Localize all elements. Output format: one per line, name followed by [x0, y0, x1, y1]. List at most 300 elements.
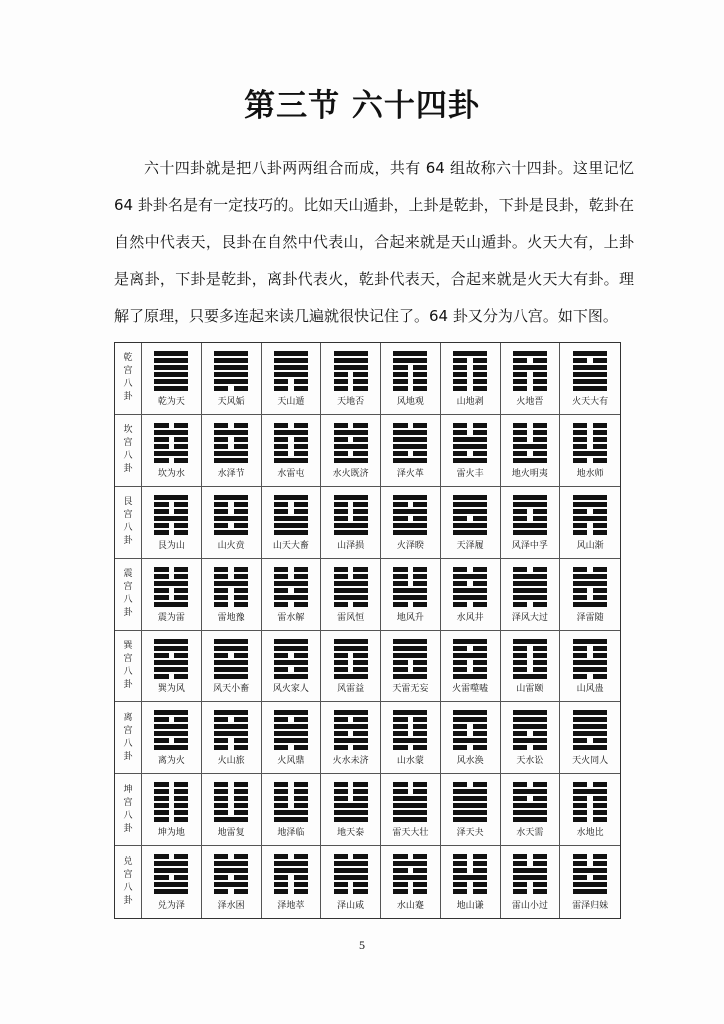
yang-line [573, 667, 607, 672]
yang-line [393, 875, 427, 880]
line-segment [214, 379, 248, 384]
line-segment [573, 602, 607, 607]
line-segment [353, 379, 367, 384]
yin-line [334, 509, 368, 514]
hexagram-name: 天雷无妄 [392, 684, 429, 695]
line-segment [513, 796, 527, 801]
line-segment [473, 372, 487, 377]
yang-line [393, 430, 427, 435]
line-segment [573, 861, 587, 866]
line-segment [413, 731, 427, 736]
yin-line [513, 509, 547, 514]
line-segment [393, 674, 427, 679]
line-segment [453, 567, 467, 572]
line-segment [473, 854, 487, 859]
yin-line [214, 574, 248, 579]
yin-line [393, 567, 427, 572]
hexagram-symbol [453, 567, 487, 609]
yin-line [214, 889, 248, 894]
line-segment [473, 667, 487, 672]
line-segment [393, 372, 407, 377]
yin-line [334, 882, 368, 887]
line-segment [573, 782, 587, 787]
line-segment [453, 437, 487, 442]
line-segment [393, 516, 407, 521]
yang-line [334, 646, 368, 651]
line-segment [393, 502, 407, 507]
yin-line [214, 595, 248, 600]
line-segment [274, 646, 308, 651]
yang-line [274, 817, 308, 822]
line-segment [573, 674, 587, 679]
line-segment [513, 372, 527, 377]
line-segment [473, 379, 487, 384]
yin-line [154, 444, 188, 449]
yang-line [513, 588, 547, 593]
line-segment [453, 660, 467, 665]
yin-line [513, 861, 547, 866]
yang-line [573, 502, 607, 507]
yin-line [334, 602, 368, 607]
line-segment [274, 660, 308, 665]
yang-line [453, 789, 487, 794]
line-segment [234, 854, 248, 859]
line-segment [473, 889, 487, 894]
line-segment [573, 523, 587, 528]
line-segment [473, 882, 487, 887]
line-segment [234, 509, 248, 514]
yin-line [393, 745, 427, 750]
line-segment [453, 588, 487, 593]
hexagram-symbol [154, 782, 188, 824]
yin-line [573, 444, 607, 449]
yin-line [154, 588, 188, 593]
yin-line [453, 667, 487, 672]
yang-line [393, 674, 427, 679]
line-segment [154, 745, 188, 750]
line-segment [573, 458, 587, 463]
line-segment [453, 810, 487, 815]
line-segment [593, 738, 607, 743]
hexagram-symbol [334, 567, 368, 609]
line-segment [593, 437, 607, 442]
yang-line [334, 875, 368, 880]
yin-line [214, 437, 248, 442]
line-segment [593, 358, 607, 363]
hexagram-name: 天山遁 [277, 396, 305, 407]
line-segment [214, 509, 228, 514]
hexagram-symbol [513, 854, 547, 896]
hexagram-cell [142, 846, 202, 918]
hexagram-symbol [214, 782, 248, 824]
line-segment [413, 789, 427, 794]
line-segment [473, 581, 487, 586]
hexagram-name: 地雷复 [217, 828, 245, 839]
yin-line [274, 451, 308, 456]
line-segment [413, 745, 427, 750]
line-segment [413, 854, 427, 859]
line-segment [513, 674, 547, 679]
line-segment [393, 667, 407, 672]
yin-line [154, 595, 188, 600]
hexagram-cell [202, 559, 262, 631]
yang-line [513, 444, 547, 449]
line-segment [533, 796, 547, 801]
line-segment [453, 530, 487, 535]
line-segment [453, 875, 487, 880]
hexagram-name: 乾为天 [157, 396, 185, 407]
line-segment [234, 523, 248, 528]
yin-line [214, 796, 248, 801]
line-segment [234, 423, 248, 428]
yang-line [573, 868, 607, 873]
palace-label-char: 卦 [123, 679, 133, 690]
line-segment [573, 875, 587, 880]
line-segment [154, 882, 188, 887]
line-segment [453, 854, 467, 859]
hexagram-cell [321, 774, 381, 846]
palace-label-char: 卦 [123, 896, 133, 907]
line-segment [214, 882, 248, 887]
line-segment [234, 567, 248, 572]
line-segment [294, 502, 308, 507]
hexagram-cell [501, 702, 561, 774]
line-segment [214, 430, 248, 435]
line-segment [294, 667, 308, 672]
yang-line [334, 358, 368, 363]
yin-line [154, 782, 188, 787]
line-segment [393, 796, 427, 801]
line-segment [154, 444, 168, 449]
yin-line [214, 602, 248, 607]
yin-line [513, 796, 547, 801]
line-segment [473, 451, 487, 456]
yin-line [393, 782, 427, 787]
yin-line [573, 423, 607, 428]
yang-line [154, 495, 188, 500]
hexagram-name: 水地比 [576, 828, 604, 839]
line-segment [334, 731, 348, 736]
line-segment [154, 437, 168, 442]
yang-line [393, 810, 427, 815]
hexagram-name: 雷水解 [277, 612, 305, 623]
hexagram-symbol [573, 567, 607, 609]
hexagram-cell [142, 343, 202, 415]
line-segment [593, 523, 607, 528]
line-segment [393, 574, 407, 579]
hexagram-cell [142, 631, 202, 703]
yin-line [573, 358, 607, 363]
line-segment [334, 351, 368, 356]
yang-line [334, 523, 368, 528]
line-segment [334, 588, 368, 593]
line-segment [154, 358, 188, 363]
hexagram-symbol [393, 639, 427, 681]
line-segment [214, 646, 248, 651]
yin-line [154, 458, 188, 463]
hexagram-name: 风天小畜 [213, 684, 250, 695]
line-segment [334, 875, 368, 880]
yin-line [334, 379, 368, 384]
line-segment [573, 796, 587, 801]
yin-line [393, 667, 427, 672]
yin-line [214, 523, 248, 528]
yin-line [274, 437, 308, 442]
line-segment [154, 789, 168, 794]
hexagram-cell [262, 774, 322, 846]
yin-line [214, 875, 248, 880]
yang-line [214, 861, 248, 866]
yang-line [453, 523, 487, 528]
hexagram-cell [381, 415, 441, 487]
line-segment [214, 358, 248, 363]
yin-line [573, 530, 607, 535]
line-segment [334, 386, 348, 391]
yin-line [453, 646, 487, 651]
yang-line [214, 868, 248, 873]
yang-line [154, 639, 188, 644]
line-segment [453, 386, 467, 391]
line-segment [214, 731, 248, 736]
hexagram-name: 天水讼 [516, 756, 544, 767]
yang-line [393, 738, 427, 743]
hexagram-symbol [214, 567, 248, 609]
yin-line [393, 854, 427, 859]
line-segment [274, 717, 288, 722]
yang-line [453, 653, 487, 658]
hexagram-symbol [393, 854, 427, 896]
yin-line [274, 588, 308, 593]
yin-line [453, 358, 487, 363]
line-segment [174, 437, 188, 442]
hexagram-cell [321, 702, 381, 774]
palace-label-char: 卦 [123, 536, 133, 547]
line-segment [393, 710, 427, 715]
line-segment [334, 667, 348, 672]
line-segment [573, 868, 607, 873]
yin-line [393, 574, 427, 579]
yin-line [573, 674, 607, 679]
line-segment [453, 782, 467, 787]
line-segment [214, 502, 228, 507]
line-segment [573, 710, 607, 715]
line-segment [274, 530, 308, 535]
line-segment [154, 588, 168, 593]
hexagram-name: 火雷噬嗑 [452, 684, 489, 695]
line-segment [154, 653, 168, 658]
line-segment [214, 602, 228, 607]
line-segment [334, 502, 348, 507]
line-segment [573, 351, 607, 356]
line-segment [393, 595, 427, 600]
line-segment [274, 365, 308, 370]
line-segment [453, 889, 467, 894]
yin-line [154, 738, 188, 743]
yin-line [573, 567, 607, 572]
line-segment [453, 745, 467, 750]
hexagram-name: 坤为地 [157, 828, 185, 839]
yang-line [573, 516, 607, 521]
line-segment [334, 451, 348, 456]
yin-line [453, 868, 487, 873]
yang-line [154, 889, 188, 894]
palace-label-char: 八 [123, 379, 133, 390]
yin-line [274, 444, 308, 449]
line-segment [353, 502, 367, 507]
yang-line [513, 738, 547, 743]
yin-line [513, 646, 547, 651]
yin-line [393, 516, 427, 521]
line-segment [174, 502, 188, 507]
yin-line [573, 738, 607, 743]
line-segment [453, 646, 467, 651]
hexagram-symbol [513, 782, 547, 824]
hexagram-cell [142, 415, 202, 487]
line-segment [154, 875, 168, 880]
line-segment [513, 574, 547, 579]
line-segment [573, 882, 607, 887]
hexagram-cell [381, 631, 441, 703]
yin-line [274, 782, 308, 787]
line-segment [154, 423, 168, 428]
line-segment [274, 495, 308, 500]
yang-line [513, 581, 547, 586]
hexagram-name: 地天泰 [337, 828, 365, 839]
line-segment [353, 882, 367, 887]
yang-line [453, 437, 487, 442]
line-segment [274, 854, 288, 859]
hexagram-cell [321, 846, 381, 918]
line-segment [393, 639, 427, 644]
yang-line [214, 817, 248, 822]
line-segment [393, 523, 427, 528]
line-segment [393, 817, 427, 822]
yang-line [214, 430, 248, 435]
yin-line [393, 882, 427, 887]
hexagram-cell [262, 702, 322, 774]
line-segment [593, 854, 607, 859]
yin-line [274, 803, 308, 808]
palace-label-char: 乾 [123, 353, 133, 364]
line-segment [274, 674, 308, 679]
hexagram-cell [441, 774, 501, 846]
hexagram-symbol [513, 351, 547, 393]
line-segment [593, 444, 607, 449]
yang-line [214, 581, 248, 586]
line-segment [234, 602, 248, 607]
line-segment [154, 430, 188, 435]
hexagram-name: 水山蹇 [396, 901, 424, 911]
line-segment [234, 502, 248, 507]
line-segment [453, 639, 487, 644]
line-segment [274, 502, 288, 507]
line-segment [154, 386, 188, 391]
line-segment [214, 810, 228, 815]
hexagram-symbol [154, 639, 188, 681]
yin-line [154, 674, 188, 679]
line-segment [154, 868, 188, 873]
yang-line [573, 789, 607, 794]
yang-line [154, 351, 188, 356]
hexagram-symbol [393, 423, 427, 465]
line-segment [573, 810, 587, 815]
yin-line [334, 660, 368, 665]
line-segment [513, 444, 547, 449]
hexagram-cell [501, 774, 561, 846]
yin-line [154, 803, 188, 808]
line-segment [174, 653, 188, 658]
hexagram-cell [560, 702, 620, 774]
line-segment [513, 724, 547, 729]
line-segment [513, 595, 547, 600]
yin-line [274, 854, 308, 859]
yang-line [453, 817, 487, 822]
yang-line [214, 372, 248, 377]
yin-line [274, 882, 308, 887]
yang-line [334, 595, 368, 600]
yang-line [393, 495, 427, 500]
line-segment [473, 724, 487, 729]
yang-line [274, 646, 308, 651]
line-segment [513, 710, 547, 715]
yin-line [274, 502, 308, 507]
line-segment [353, 782, 367, 787]
yin-line [573, 854, 607, 859]
line-segment [154, 710, 188, 715]
line-segment [334, 810, 368, 815]
line-segment [393, 423, 407, 428]
line-segment [214, 803, 228, 808]
line-segment [513, 423, 527, 428]
yin-line [513, 430, 547, 435]
line-segment [294, 588, 308, 593]
hexagram-symbol [513, 495, 547, 537]
hexagram-name: 泽水困 [217, 901, 245, 911]
line-segment [294, 602, 308, 607]
line-segment [214, 365, 248, 370]
yin-line [453, 423, 487, 428]
hexagram-name: 泽山咸 [337, 901, 365, 911]
yang-line [453, 502, 487, 507]
hexagram-symbol [214, 639, 248, 681]
line-segment [393, 731, 407, 736]
yin-line [334, 437, 368, 442]
yin-line [453, 602, 487, 607]
hexagram-cell [441, 631, 501, 703]
line-segment [453, 602, 467, 607]
palace-label-char: 卦 [123, 464, 133, 475]
yang-line [393, 861, 427, 866]
yang-line [513, 351, 547, 356]
line-segment [393, 660, 407, 665]
line-segment [413, 602, 427, 607]
line-segment [573, 817, 587, 822]
line-segment [154, 810, 168, 815]
yin-line [274, 574, 308, 579]
line-segment [274, 351, 308, 356]
line-segment [393, 581, 407, 586]
line-segment [453, 868, 467, 873]
yang-line [573, 889, 607, 894]
line-segment [294, 796, 308, 801]
yang-line [214, 379, 248, 384]
yang-line [513, 803, 547, 808]
line-segment [154, 854, 168, 859]
yin-line [214, 745, 248, 750]
line-segment [334, 509, 348, 514]
line-segment [154, 889, 188, 894]
line-segment [274, 430, 308, 435]
